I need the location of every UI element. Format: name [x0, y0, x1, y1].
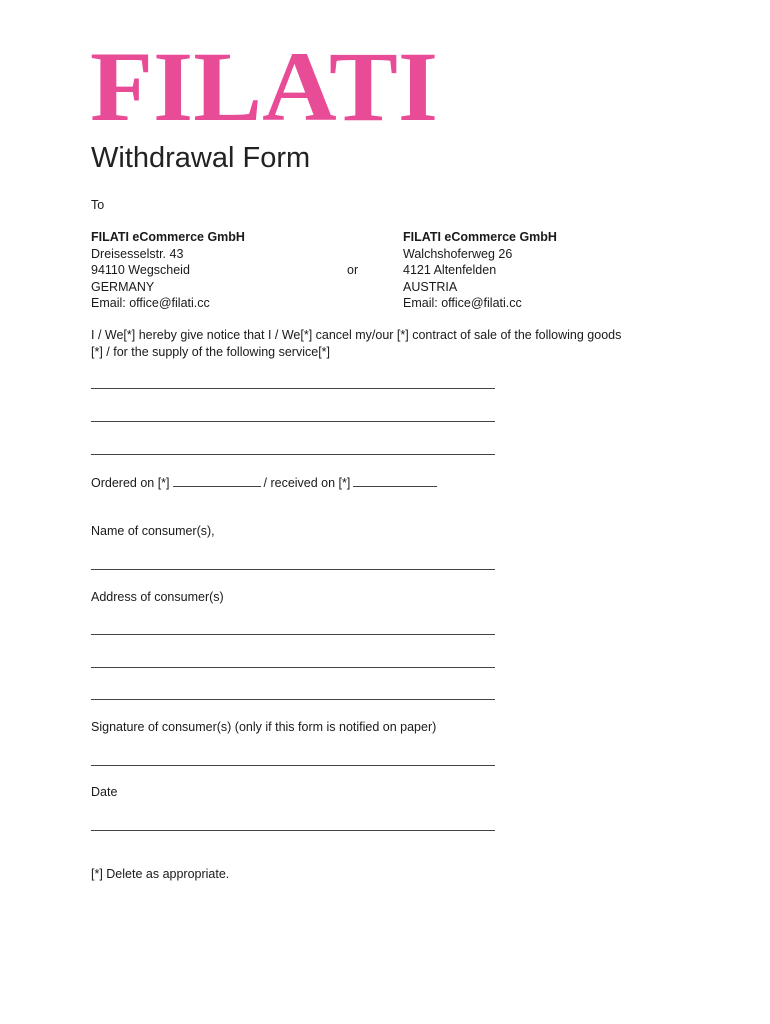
date-line[interactable]: [91, 830, 495, 831]
or-label: or: [347, 263, 359, 277]
address-line-3[interactable]: [91, 699, 495, 700]
recipient-city: 94110 Wegscheid: [91, 263, 190, 277]
svg-text:FILATI: FILATI: [90, 40, 439, 124]
goods-line-2[interactable]: [91, 421, 495, 422]
footnote: [*] Delete as appropriate.: [91, 867, 230, 881]
ordered-received-row: [91, 474, 440, 492]
filati-logo: [90, 40, 440, 124]
recipient-email: Email: office@filati.cc: [403, 296, 522, 310]
recipient-address-austria: [403, 229, 557, 312]
recipient-name: FILATI eCommerce GmbH: [403, 230, 557, 244]
recipient-email: Email: office@filati.cc: [91, 296, 210, 310]
address-line-2[interactable]: [91, 667, 495, 668]
recipient-country: GERMANY: [91, 279, 155, 294]
date-label: Date: [91, 785, 118, 799]
recipient-city: 4121 Altenfelden: [403, 263, 497, 277]
address-of-consumer-label: Address of consumer(s): [91, 590, 224, 604]
address-line-1[interactable]: [91, 634, 495, 635]
notice-line-1: I / We[*] hereby give notice that I / We[*] cancel my/our [*] contract of sale of the following goods: [91, 328, 622, 342]
recipient-street: Walchshoferweg 26: [403, 246, 513, 261]
notice-line-2: [*] / for the supply of the following service[*]: [91, 344, 331, 359]
goods-line-1[interactable]: [91, 388, 495, 389]
signature-label: Signature of consumer(s) (only if this form is notified on paper): [91, 720, 437, 734]
form-title: Withdrawal Form: [91, 142, 311, 174]
name-of-consumer-line[interactable]: [91, 569, 495, 570]
filati-logo-graphic: [90, 40, 440, 124]
goods-line-3[interactable]: [91, 454, 495, 455]
received-on-blank[interactable]: [353, 474, 437, 487]
to-label: To: [91, 198, 105, 212]
recipient-name: FILATI eCommerce GmbH: [91, 230, 245, 244]
name-of-consumer-label: Name of consumer(s),: [91, 524, 215, 538]
ordered-on-label: Ordered on [*]: [91, 476, 170, 490]
recipient-country: AUSTRIA: [403, 279, 458, 294]
recipient-street: Dreisesselstr. 43: [91, 246, 184, 261]
ordered-on-blank[interactable]: [173, 474, 261, 487]
signature-line[interactable]: [91, 765, 495, 766]
recipient-address-germany: [91, 229, 245, 312]
notice-text: [91, 327, 681, 360]
received-on-label: / received on [*]: [263, 476, 351, 490]
